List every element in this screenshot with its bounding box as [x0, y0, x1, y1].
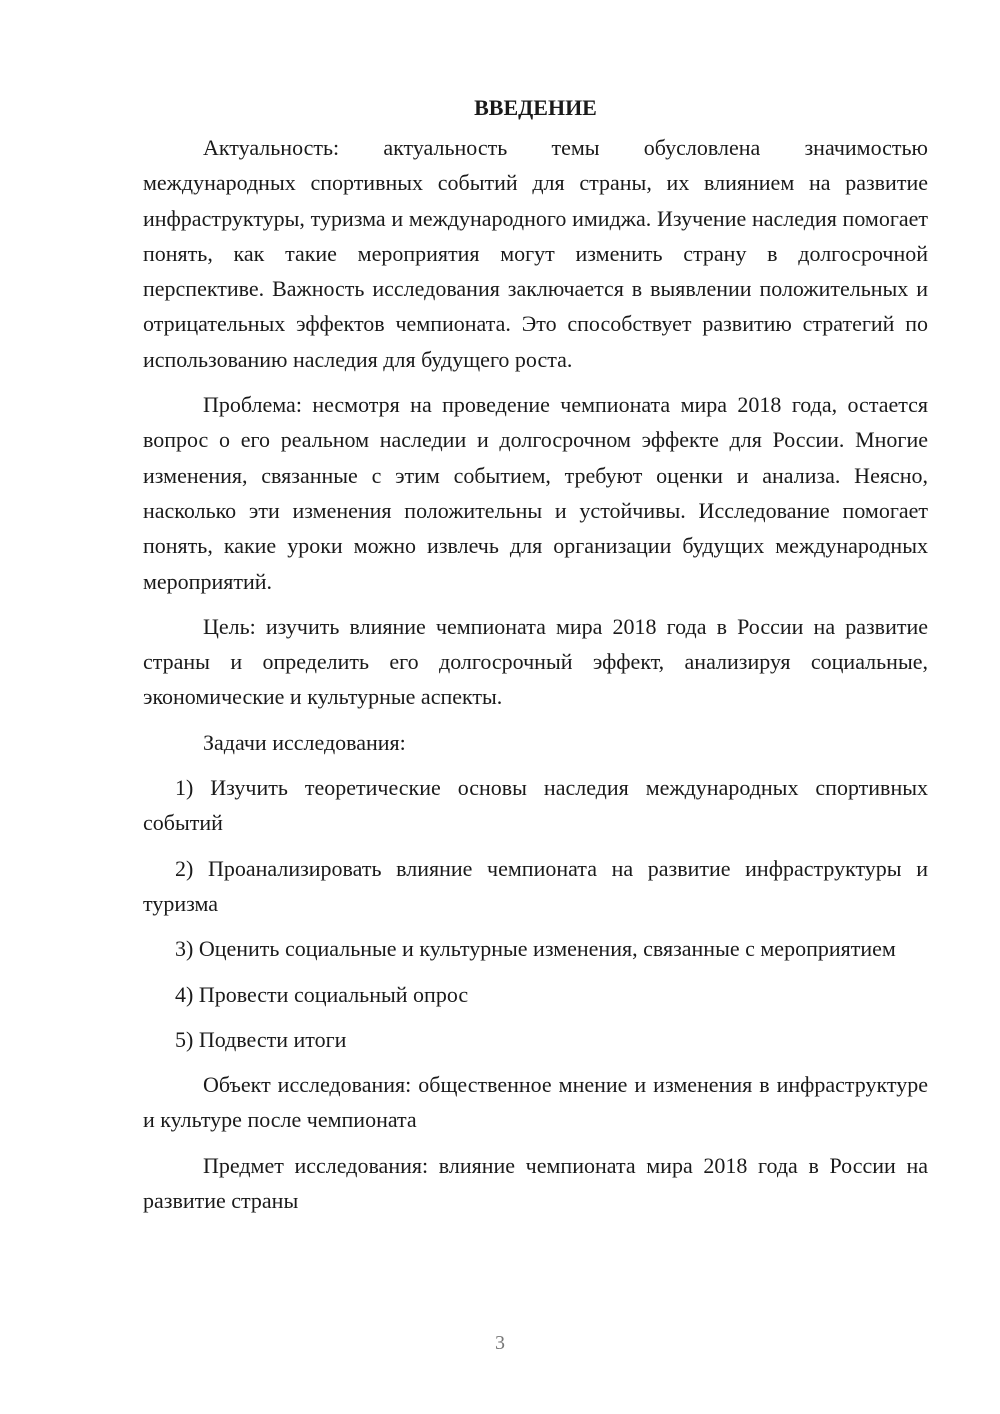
list-item: 2) Проанализировать влияние чемпионата на развитие инфраструктуры и туризма [143, 855, 928, 916]
section-heading: ВВЕДЕНИЕ [474, 95, 597, 120]
list-item: 5) Подвести итоги [175, 1026, 347, 1052]
list-item: 1) Изучить теоретические основы наследия международных спортивных событий [143, 775, 928, 836]
paragraph-problem: Проблема: несмотря на проведение чемпионата мира 2018 года, остается вопрос о его реальном наследии и долгосрочном эффекте для России. Многие изменения, связанные с этим событием, требуют оценки и анализа. Неясно, насколько эти изменения положительны и устойчивы. Исследование помогает понять, какие уроки можно извлечь для организации будущих международных мероприятий. [143, 392, 928, 594]
paragraph-object: Объект исследования: общественное мнение и изменения в инфраструктуре и культуре после чемпионата [143, 1072, 928, 1133]
paragraph-goal: Цель: изучить влияние чемпионата мира 2018 года в России на развитие страны и определить его долгосрочный эффект, анализируя социальные, экономические и культурные аспекты. [143, 613, 928, 710]
list-item: 3) Оценить социальные и культурные изменения, связанные с мероприятием [175, 936, 896, 962]
paragraph-relevance: Актуальность: актуальность темы обусловлена значимостью международных спортивных событий для страны, их влиянием на развитие инфраструктуры, туризма и международного имиджа. Изучение наследия помогает понять, как такие мероприятия могут изменить страну в долгосрочной перспективе. Важность исследования заключается в выявлении положительных и отрицательных эффектов чемпионата. Это способствует развитию стратегий по использованию наследия для будущего роста. [143, 135, 928, 372]
list-item: 4) Провести социальный опрос [175, 981, 469, 1007]
paragraph-tasks-intro: Задачи исследования: [203, 729, 406, 755]
document-page [143, 90, 928, 1228]
page-number: 3 [495, 1332, 505, 1354]
paragraph-subject: Предмет исследования: влияние чемпионата мира 2018 года в России на развитие страны [143, 1152, 928, 1214]
tasks-list [143, 770, 928, 1057]
